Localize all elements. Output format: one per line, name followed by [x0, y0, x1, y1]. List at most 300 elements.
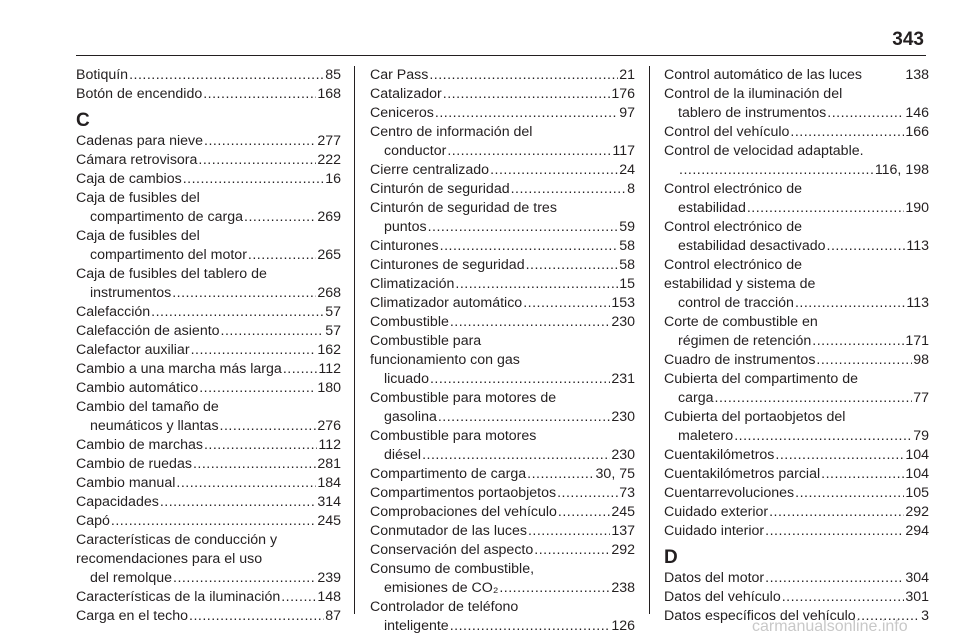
index-entry: [76, 170, 341, 189]
entry-text: neumáticos y llantas: [90, 418, 219, 434]
index-entry: [370, 503, 635, 522]
entry-line: [370, 161, 635, 180]
entry-line: [678, 104, 929, 123]
dot-leader: [111, 512, 316, 531]
entry-line: [678, 294, 929, 313]
dot-leader: [827, 104, 904, 123]
entry-text: emisiones de CO₂: [384, 580, 499, 596]
page-ref: 105: [905, 485, 929, 501]
index-entry: [664, 180, 929, 218]
entry-text: Cuidado exterior: [664, 504, 769, 520]
index-entry: [76, 531, 341, 588]
entry-text: Control electrónico de: [664, 181, 803, 197]
entry-text: Cambio de marchas: [76, 437, 203, 453]
index-entry: [76, 322, 341, 341]
entry-line: [76, 322, 341, 341]
page-ref: 73: [619, 485, 635, 501]
watermark: carmanualsonline.info: [752, 618, 908, 635]
entry-text: Datos del vehículo: [664, 589, 781, 605]
index-entry: [76, 436, 341, 455]
entry-line: [384, 142, 635, 161]
entry-line: [90, 569, 341, 588]
page-ref: 16: [325, 171, 341, 187]
page-ref: 126: [611, 618, 635, 634]
index-entry: [76, 455, 341, 474]
entry-line: [76, 512, 341, 531]
entry-text: maletero: [678, 428, 734, 444]
dot-leader: [129, 66, 324, 85]
entry-line: [370, 484, 635, 503]
entry-text: Controlador de teléfono: [370, 599, 519, 615]
entry-text: Control electrónico de: [664, 257, 803, 273]
page-ref: 113: [906, 238, 929, 254]
entry-text: Control de la iluminación del: [664, 86, 843, 102]
entry-text: compartimento de carga: [90, 209, 243, 225]
page-ref: 171: [905, 333, 929, 349]
index-entry: [664, 465, 929, 484]
entry-line: [370, 237, 635, 256]
page-ref: 176: [611, 86, 635, 102]
dot-leader: [715, 389, 913, 408]
index-entry: [370, 256, 635, 275]
page-ref: 265: [317, 247, 341, 263]
page-ref: 21: [619, 67, 635, 83]
dot-leader: [244, 208, 316, 227]
entry-line: [76, 132, 341, 151]
page-ref: 138: [905, 67, 929, 83]
section-letter: D: [664, 547, 678, 568]
page-ref: 79: [913, 428, 929, 444]
dot-leader: [221, 322, 325, 341]
index-entry: [76, 265, 341, 303]
page-ref: 231: [611, 371, 635, 387]
entry-text: Botiquín: [76, 67, 129, 83]
dot-leader: [816, 351, 912, 370]
entry-text: carga: [678, 390, 714, 406]
entry-text: Catalizador: [370, 86, 442, 102]
dot-leader: [160, 493, 317, 512]
section-letter: C: [76, 110, 90, 131]
entry-line: [664, 503, 929, 522]
index-entry: [370, 332, 635, 389]
dot-leader: [450, 313, 610, 332]
entry-text: instrumentos: [90, 285, 172, 301]
index-entry: [370, 85, 635, 104]
dot-leader: [422, 446, 610, 465]
page-ref: 116, 198: [874, 162, 929, 178]
dot-leader: [176, 474, 316, 493]
page-ref: 268: [317, 285, 341, 301]
entry-text: estabilidad y sistema de: [664, 276, 816, 292]
dot-leader: [248, 246, 316, 265]
page-ref: 238: [611, 580, 635, 596]
dot-leader: [435, 104, 618, 123]
entry-text: Datos del motor: [664, 570, 765, 586]
entry-line: [90, 208, 341, 227]
dot-leader: [455, 275, 618, 294]
dot-leader: [827, 237, 906, 256]
page-number: 343: [892, 29, 924, 50]
dot-leader: [821, 465, 904, 484]
page-ref: 190: [905, 200, 929, 216]
entry-text: Cambio a una marcha más larga: [76, 361, 282, 377]
entry-line: [384, 579, 635, 598]
entry-line: [90, 246, 341, 265]
dot-leader: [747, 199, 904, 218]
dot-leader: [782, 588, 905, 607]
index-entry: [664, 484, 929, 503]
page-ref: 8: [627, 181, 635, 197]
index-column-2: [370, 66, 635, 636]
entry-line: [370, 104, 635, 123]
index-entry: [76, 493, 341, 512]
entry-line: [678, 332, 929, 351]
entry-text: Climatizador automático: [370, 295, 523, 311]
dot-leader: [430, 370, 610, 389]
entry-text: Compartimento de carga: [370, 466, 527, 482]
entry-text: Cuidado interior: [664, 523, 765, 539]
entry-line: [678, 427, 929, 446]
entry-text: Cuentakilómetros parcial: [664, 466, 821, 482]
page-ref: 301: [905, 589, 929, 605]
index-entry: [76, 379, 341, 398]
index-entry: [76, 227, 341, 265]
index-entry: [370, 465, 635, 484]
dot-leader: [151, 303, 324, 322]
dot-leader: [204, 132, 316, 151]
dot-leader: [220, 417, 317, 436]
entry-line: [90, 417, 341, 436]
entry-text: régimen de retención: [678, 333, 812, 349]
entry-text: Cierre centralizado: [370, 162, 490, 178]
index-entry: [664, 588, 929, 607]
dot-leader: [557, 484, 618, 503]
index-entry: [76, 189, 341, 227]
index-column-3: [664, 66, 929, 626]
dot-leader: [769, 503, 904, 522]
entry-text: Caja de fusibles del: [76, 228, 200, 244]
entry-text: Cambio automático: [76, 380, 199, 396]
entry-text: Compartimentos portaobjetos: [370, 485, 557, 501]
entry-line: [370, 522, 635, 541]
dot-leader: [812, 332, 904, 351]
page-ref: 58: [619, 257, 635, 273]
page-ref: 314: [317, 494, 341, 510]
entry-text: Cadenas para nieve: [76, 133, 203, 149]
dot-leader: [283, 360, 318, 379]
index-entry: [664, 569, 929, 588]
entry-text: Control automático de las luces: [664, 67, 862, 83]
page-ref: 30, 75: [595, 466, 635, 482]
index-entry: [76, 588, 341, 607]
page-ref: 245: [317, 513, 341, 529]
dot-leader: [203, 85, 316, 104]
entry-text: Consumo de combustible,: [370, 561, 535, 577]
entry-line: [76, 66, 341, 85]
page-ref: 57: [325, 323, 341, 339]
entry-text: Botón de encendido: [76, 86, 203, 102]
entry-text: Cuadro de instrumentos: [664, 352, 816, 368]
entry-text: Cámara retrovisora: [76, 152, 198, 168]
entry-text: control de tracción: [678, 295, 794, 311]
page-ref: 98: [913, 352, 929, 368]
entry-text: recomendaciones para el uso: [76, 551, 263, 567]
entry-text: Combustible: [370, 314, 449, 330]
dot-leader: [528, 522, 610, 541]
entry-line: [370, 256, 635, 275]
dot-leader: [440, 237, 619, 256]
entry-line: [76, 341, 341, 360]
dot-leader: [429, 66, 618, 85]
page-ref: 146: [905, 105, 929, 121]
entry-line: [384, 370, 635, 389]
entry-text: Cambio del tamaño de: [76, 399, 219, 415]
page-ref: 277: [317, 133, 341, 149]
index-entry: [664, 522, 929, 541]
index-entry: [370, 427, 635, 465]
entry-text: Caja de cambios: [76, 171, 182, 187]
entry-text: Control del vehículo: [664, 124, 790, 140]
dot-leader: [765, 522, 904, 541]
index-entry: [370, 522, 635, 541]
entry-line: [664, 66, 929, 85]
index-entry: [370, 484, 635, 503]
dot-leader: [499, 579, 610, 598]
entry-line: [76, 455, 341, 474]
entry-line: [664, 522, 929, 541]
entry-line: [370, 180, 635, 199]
entry-text: Cinturones: [370, 238, 439, 254]
entry-line: [384, 408, 635, 427]
page-ref: 113: [906, 295, 929, 311]
page-ref: 153: [611, 295, 635, 311]
index-entry: [370, 66, 635, 85]
page-ref: 281: [317, 456, 341, 472]
index-entry: [370, 275, 635, 294]
dot-leader: [199, 379, 316, 398]
index-entry: [76, 151, 341, 170]
entry-line: [370, 465, 635, 484]
entry-line: [664, 351, 929, 370]
dot-leader: [511, 180, 627, 199]
index-entry: [370, 313, 635, 332]
index-entry: [370, 199, 635, 237]
entry-line: [90, 284, 341, 303]
dot-leader: [428, 218, 619, 237]
index-entry: [370, 598, 635, 636]
page-ref: 85: [325, 67, 341, 83]
entry-text: Corte de combustible en: [664, 314, 818, 330]
index-entry: [76, 132, 341, 151]
entry-line: [384, 617, 635, 636]
index-entry: [664, 313, 929, 351]
dot-leader: [443, 85, 611, 104]
entry-line: [664, 588, 929, 607]
entry-line: [664, 569, 929, 588]
entry-line: [664, 123, 929, 142]
header-rule: [76, 55, 926, 56]
index-entry: [76, 512, 341, 531]
entry-text: Cambio de ruedas: [76, 456, 192, 472]
page-ref: 294: [905, 523, 929, 539]
page-ref: 239: [317, 570, 341, 586]
entry-line: [76, 493, 341, 512]
entry-line: [76, 436, 341, 455]
entry-text: conductor: [384, 143, 447, 159]
page-ref: 269: [317, 209, 341, 225]
dot-leader: [204, 436, 317, 455]
index-entry: [76, 360, 341, 379]
entry-line: [384, 218, 635, 237]
index-entry: [76, 85, 341, 104]
page-ref: 162: [317, 342, 341, 358]
page-ref: 97: [619, 105, 635, 121]
index-entry: [664, 66, 929, 85]
entry-text: Cinturones de seguridad: [370, 257, 525, 273]
entry-text: Características de conducción y: [76, 532, 278, 548]
index-entry: [76, 398, 341, 436]
entry-line: [678, 161, 929, 180]
entry-text: Conmutador de las luces: [370, 523, 527, 539]
entry-text: licuado: [384, 371, 429, 387]
index-column-1: [76, 66, 341, 626]
page-ref: 3: [921, 608, 929, 624]
dot-leader: [183, 170, 325, 189]
index-entry: [370, 123, 635, 161]
index-entry: [76, 341, 341, 360]
page-ref: 292: [905, 504, 929, 520]
entry-text: Cuentakilómetros: [664, 447, 775, 463]
page-ref: 180: [317, 380, 341, 396]
dot-leader: [790, 123, 904, 142]
entry-text: estabilidad desactivado: [678, 238, 826, 254]
entry-line: [76, 360, 341, 379]
dot-leader: [193, 455, 316, 474]
index-entry: [370, 104, 635, 123]
index-entry: [370, 560, 635, 598]
dot-leader: [173, 569, 316, 588]
entry-text: Capacidades: [76, 494, 159, 510]
entry-text: Calefactor auxiliar: [76, 342, 190, 358]
index-entry: [76, 303, 341, 322]
dot-leader: [189, 607, 324, 626]
page-ref: 87: [325, 608, 341, 624]
entry-text: del remolque: [90, 570, 173, 586]
entry-text: inteligente: [384, 618, 449, 634]
page-ref: 104: [905, 447, 929, 463]
page-ref: 104: [905, 466, 929, 482]
index-entry: [664, 370, 929, 408]
page-ref: 168: [317, 86, 341, 102]
entry-line: [370, 503, 635, 522]
entry-text: Combustible para motores: [370, 428, 537, 444]
entry-line: [370, 294, 635, 313]
entry-text: puntos: [384, 219, 427, 235]
index-entry: [664, 408, 929, 446]
entry-text: gasolina: [384, 409, 437, 425]
dot-leader: [527, 465, 594, 484]
entry-text: Climatización: [370, 276, 455, 292]
entry-line: [678, 199, 929, 218]
column-separator: [354, 66, 355, 614]
entry-text: Cubierta del portaobjetos del: [664, 409, 846, 425]
index-entry: [370, 541, 635, 560]
page-ref: 24: [619, 162, 635, 178]
dot-leader: [795, 294, 905, 313]
entry-line: [76, 151, 341, 170]
index-entry: [76, 607, 341, 626]
entry-text: Centro de información del: [370, 124, 533, 140]
entry-text: Control electrónico de: [664, 219, 803, 235]
entry-line: [76, 85, 341, 104]
index-entry: [76, 66, 341, 85]
entry-text: tablero de instrumentos: [678, 105, 827, 121]
entry-text: Combustible para motores de: [370, 390, 557, 406]
entry-text: Ceniceros: [370, 105, 434, 121]
page-ref: 230: [611, 409, 635, 425]
page-ref: 117: [612, 143, 635, 159]
entry-text: Cuentarrevoluciones: [664, 485, 795, 501]
entry-line: [664, 484, 929, 503]
index-entry: [664, 351, 929, 370]
dot-leader: [172, 284, 316, 303]
page-ref: 245: [611, 504, 635, 520]
index-entry: [664, 142, 929, 180]
index-entry: [370, 389, 635, 427]
dot-leader: [438, 408, 610, 427]
entry-line: [678, 389, 929, 408]
index-entry: [370, 180, 635, 199]
page-ref: 184: [317, 475, 341, 491]
page-ref: 59: [619, 219, 635, 235]
index-entry: [76, 474, 341, 493]
entry-text: Características de la iluminación: [76, 589, 281, 605]
dot-leader: [191, 341, 317, 360]
entry-text: Carga en el techo: [76, 608, 188, 624]
entry-text: Calefacción de asiento: [76, 323, 220, 339]
entry-line: [76, 379, 341, 398]
entry-text: Caja de fusibles del tablero de: [76, 266, 267, 282]
dot-leader: [523, 294, 610, 313]
entry-line: [76, 607, 341, 626]
page-ref: 148: [317, 589, 341, 605]
entry-line: [384, 446, 635, 465]
index-entry: [664, 123, 929, 142]
index-entry: [664, 218, 929, 256]
entry-text: diésel: [384, 447, 422, 463]
entry-line: [664, 446, 929, 465]
page-ref: 222: [317, 152, 341, 168]
dot-leader: [765, 569, 904, 588]
page-ref: 137: [611, 523, 635, 539]
index-entry: [664, 446, 929, 465]
entry-text: Cubierta del compartimento de: [664, 371, 858, 387]
entry-text: Cinturón de seguridad: [370, 181, 510, 197]
index-entry: [370, 161, 635, 180]
page-ref: 112: [318, 361, 341, 377]
dot-leader: [679, 161, 874, 180]
dot-leader: [558, 503, 610, 522]
dot-leader: [490, 161, 618, 180]
page-ref: 112: [318, 437, 341, 453]
entry-text: Capó: [76, 513, 110, 529]
dot-leader: [734, 427, 912, 446]
entry-line: [76, 170, 341, 189]
entry-text: Calefacción: [76, 304, 151, 320]
entry-text: estabilidad: [678, 200, 746, 216]
index-entry: [664, 503, 929, 522]
page-ref: 230: [611, 447, 635, 463]
